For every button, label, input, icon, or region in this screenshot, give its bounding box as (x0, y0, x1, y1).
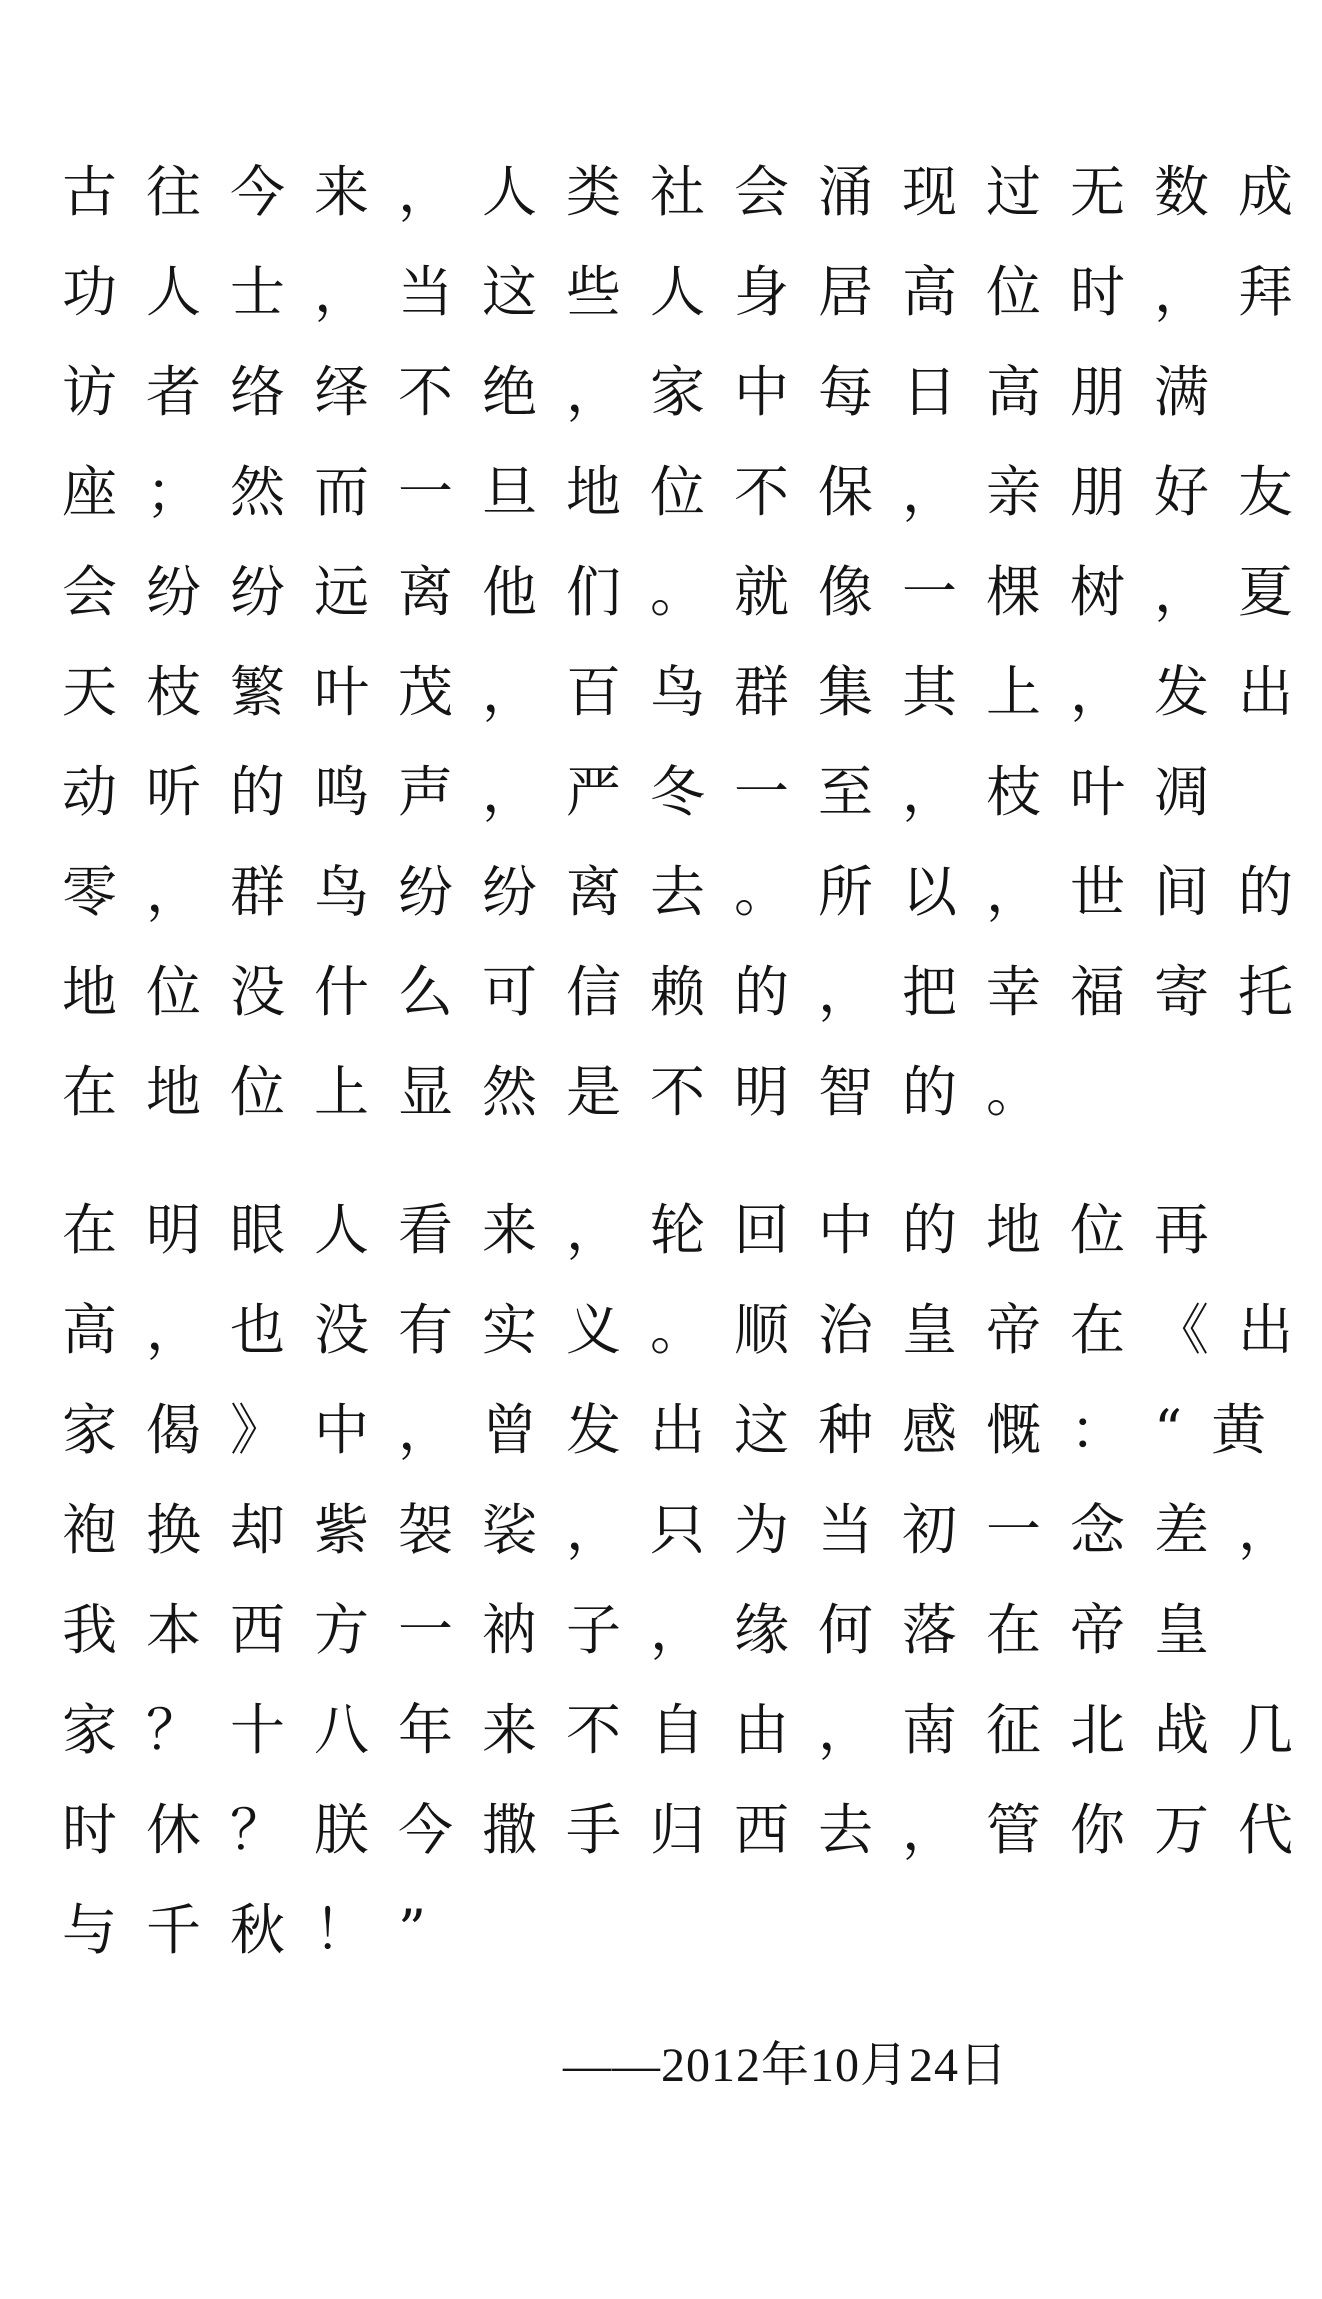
paragraph-2-line: 我本西方一衲子，缘何落在帝皇 (62, 1598, 1239, 1662)
paragraph-2-line: 时休？朕今撒手归西去，管你万代 (62, 1798, 1322, 1862)
paragraph-1-line: 动听的鸣声，严冬一至，枝叶凋 (62, 760, 1239, 824)
paragraph-1-line: 古往今来，人类社会涌现过无数成 (62, 160, 1322, 224)
date-signature: ——2012年10月24日 (562, 2039, 1008, 2092)
paragraph-1-line: 在地位上显然是不明智的。 (62, 1060, 1071, 1124)
paragraph-2-line: 家偈》中，曾发出这种感慨：“黄 (62, 1398, 1296, 1462)
paragraph-2-line: 袍换却紫袈裟，只为当初一念差， (62, 1498, 1322, 1562)
paragraph-1-line: 零，群鸟纷纷离去。所以，世间的 (62, 860, 1322, 924)
paragraph-2-line: 与千秋！” (62, 1898, 456, 1962)
paragraph-1 (62, 142, 1322, 1142)
paragraph-1-line: 天枝繁叶茂，百鸟群集其上，发出 (62, 660, 1322, 724)
paragraph-2-line: 家？十八年来不自由，南征北战几 (62, 1698, 1322, 1762)
paragraph-1-line: 座；然而一旦地位不保，亲朋好友 (62, 460, 1322, 524)
paragraph-1-line: 地位没什么可信赖的，把幸福寄托 (62, 960, 1322, 1024)
paragraph-1-line: 访者络绎不绝，家中每日高朋满 (62, 360, 1239, 424)
paragraph-1-line: 会纷纷远离他们。就像一棵树，夏 (62, 560, 1322, 624)
paragraph-1-line: 功人士，当这些人身居高位时，拜 (62, 260, 1322, 324)
paragraph-2-line: 在明眼人看来，轮回中的地位再 (62, 1198, 1239, 1262)
paragraph-2 (62, 1180, 1322, 1980)
paragraph-2-line: 高，也没有实义。顺治皇帝在《出 (62, 1298, 1322, 1362)
